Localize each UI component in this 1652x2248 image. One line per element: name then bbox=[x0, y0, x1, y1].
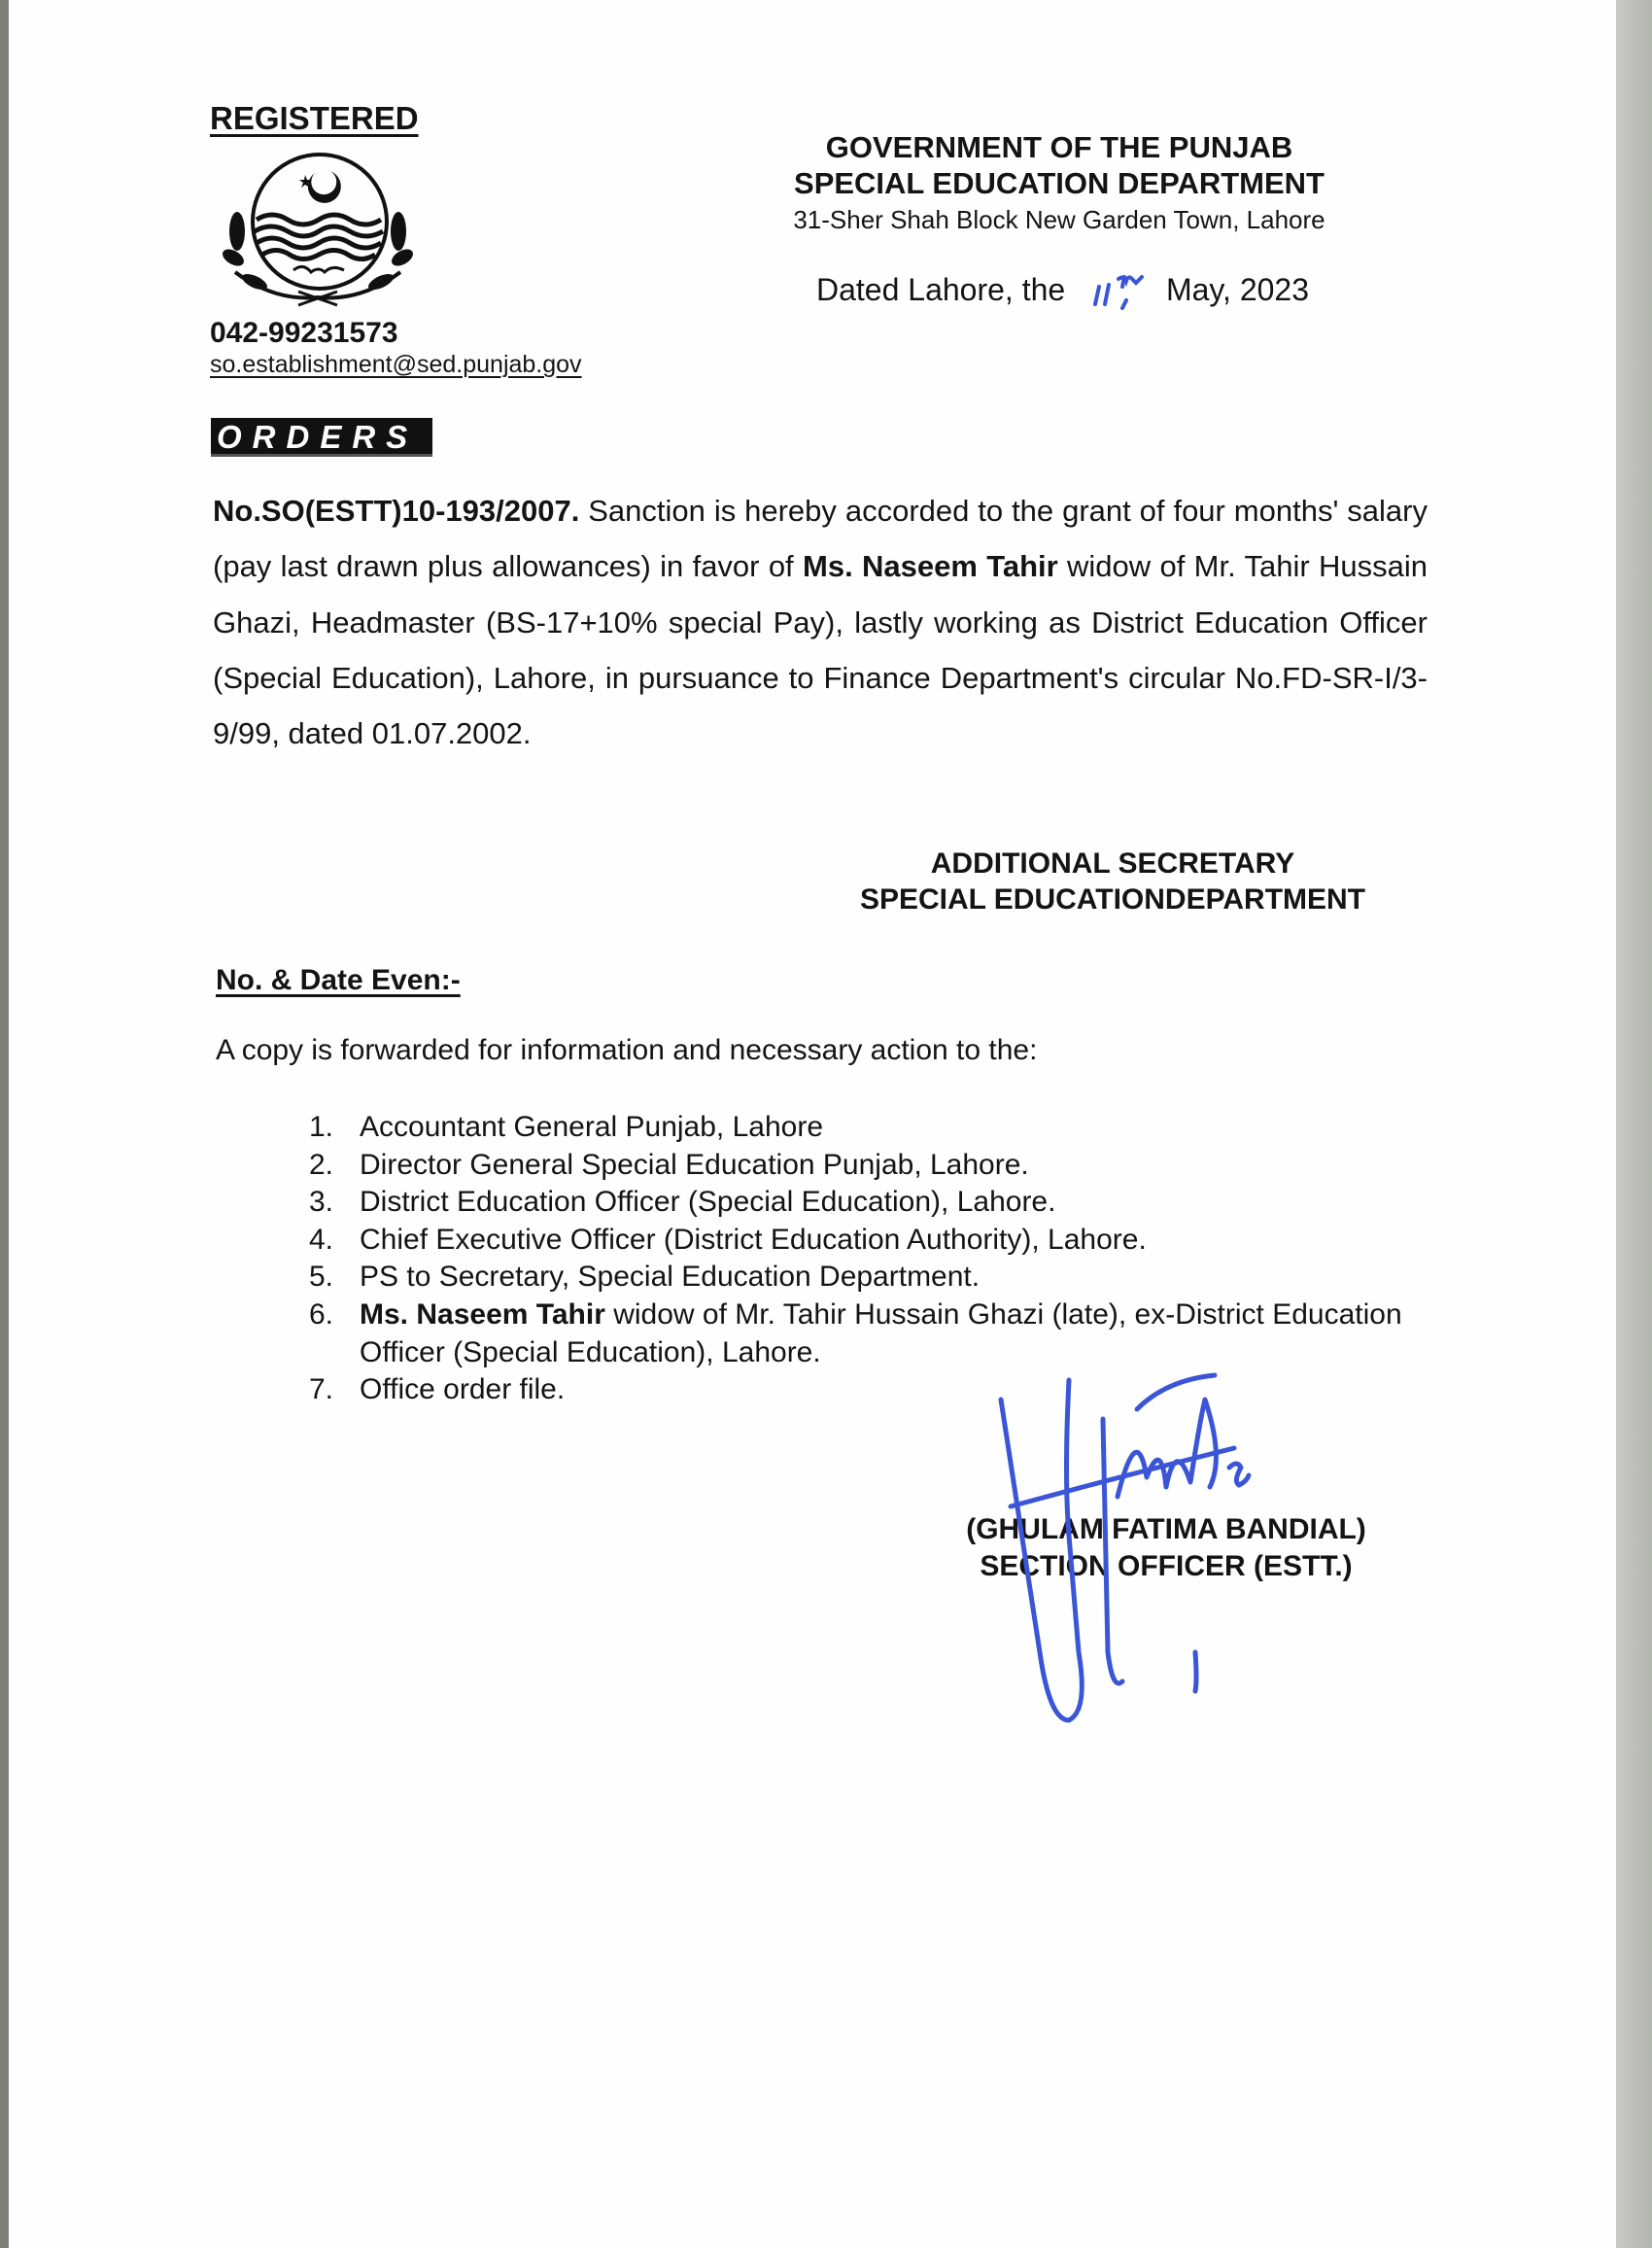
orders-heading: ORDERS bbox=[211, 418, 432, 457]
list-item-text: Accountant General Punjab, Lahore bbox=[360, 1111, 823, 1143]
list-item bbox=[309, 1109, 1427, 1147]
department-address: 31-Sher Shah Block New Garden Town, Lahore bbox=[793, 205, 1325, 234]
registered-label: REGISTERED bbox=[210, 100, 419, 136]
email-link[interactable]: so.establishment@sed.punjab.gov bbox=[210, 351, 582, 378]
signatory-designation: SECTION OFFICER (ESTT.) bbox=[980, 1550, 1353, 1582]
list-item bbox=[309, 1259, 1427, 1297]
list-item bbox=[309, 1222, 1427, 1260]
signatory-name: (GHULAM FATIMA BANDIAL) bbox=[966, 1513, 1366, 1545]
list-item-text: Office order file. bbox=[360, 1373, 566, 1406]
copy-heading: No. & Date Even:- bbox=[216, 964, 461, 996]
list-item-text: PS to Secretary, Special Education Department. bbox=[360, 1261, 981, 1294]
list-item-number: 2. bbox=[309, 1148, 334, 1181]
list-item-text: Ms. Naseem Tahir widow of Mr. Tahir Hussain Ghazi (late), ex-District Education Officer (Special Education), Lahore. bbox=[360, 1297, 1402, 1368]
list-item-text: Chief Executive Officer (District Education Authority), Lahore. bbox=[360, 1223, 1147, 1256]
dated-prefix: Dated Lahore, the bbox=[816, 272, 1066, 307]
phone-number: 042-99231573 bbox=[210, 317, 398, 349]
signature-icon bbox=[972, 1361, 1302, 1749]
list-item bbox=[309, 1184, 1427, 1222]
dated-suffix: May, 2023 bbox=[1165, 272, 1310, 307]
list-item bbox=[309, 1147, 1427, 1185]
issuer-department: SPECIAL EDUCATIONDEPARTMENT bbox=[859, 883, 1366, 916]
order-paragraph bbox=[213, 483, 1428, 761]
dated-line bbox=[816, 272, 1309, 312]
order-text-1: Sanction is hereby accorded to the grant of four months' salary (pay last drawn plus allowances) in favor of bbox=[213, 494, 1428, 584]
handwritten-day-icon bbox=[1074, 273, 1157, 312]
list-item-number: 4. bbox=[309, 1223, 334, 1256]
list-item-number: 6. bbox=[309, 1297, 334, 1331]
order-beneficiary: Ms. Naseem Tahir bbox=[803, 549, 1058, 584]
list-item-number: 5. bbox=[309, 1261, 334, 1294]
order-number: No.SO(ESTT)10-193/2007. bbox=[213, 494, 580, 528]
list-item-text: Director General Special Education Punjab, Lahore. bbox=[360, 1148, 1029, 1181]
copy-intro: A copy is forwarded for information and necessary action to the: bbox=[216, 1034, 1038, 1066]
scan-edge-right bbox=[1616, 0, 1652, 2248]
punjab-emblem-icon bbox=[216, 146, 420, 311]
order-text-2: widow of Mr. Tahir Hussain Ghazi, Headmaster (BS-17+10% special Pay), lastly working as District Education Officer (Special Education), Lahore, in pursuance to Finance Department's circular No.FD-SR-I/3-9/99, dated 01.07.2002. bbox=[213, 549, 1428, 751]
list-item-number: 7. bbox=[309, 1373, 334, 1406]
list-item-number: 3. bbox=[309, 1186, 334, 1219]
department-title: SPECIAL EDUCATION DEPARTMENT bbox=[794, 166, 1325, 200]
list-item-text: District Education Officer (Special Education), Lahore. bbox=[360, 1186, 1056, 1219]
issuer-title: ADDITIONAL SECRETARY bbox=[930, 847, 1295, 880]
government-title: GOVERNMENT OF THE PUNJAB bbox=[825, 130, 1293, 164]
scan-edge-left bbox=[0, 0, 9, 2248]
list-item-number: 1. bbox=[309, 1111, 334, 1143]
